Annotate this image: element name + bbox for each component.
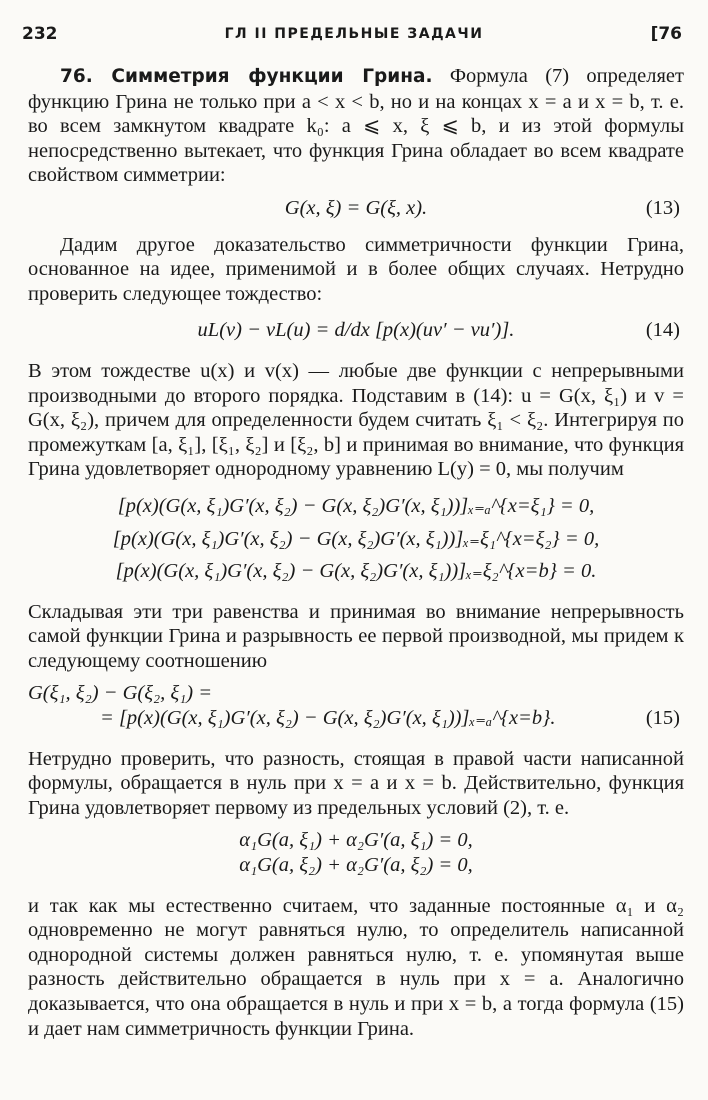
paragraph-1 xyxy=(28,64,684,188)
equation-14-formula: uL(v) − vL(u) = d/dx [p(x)(uv′ − vu′)]. xyxy=(197,319,515,342)
paragraph-4: Складывая эти три равенства и принимая во внимание непрерывность самой функции Грина и разрывность ее первой производной, мы придем к следующему соотношению xyxy=(28,600,684,672)
equation-13-formula: G(x, ξ) = G(ξ, x). xyxy=(284,196,428,219)
equation-13 xyxy=(28,196,684,221)
equation-group-a-2: [p(x)(G(x, ξ₁)G′(x, ξ₂) − G(x, ξ₂)G′(x, ξ₁))]ₓ₌ξ₁^{x=ξ₂} = 0, xyxy=(112,527,600,550)
paragraph-1-text: Формула (7) определяет функцию Грина не только при a < x < b, но и на концах x = a и x = b, т. е. во всем замкнутом квадрате k₀: a ⩽ x, ξ ⩽ b, и из этой формулы непосредственно вытекает, что функция Грина обладает во всем квадрате свойством симметрии: xyxy=(28,65,684,187)
equation-14-label: (14) xyxy=(645,319,680,342)
equation-group-b-1: α₁G(a, ξ₁) + α₂G′(a, ξ₁) = 0, xyxy=(239,829,473,852)
equation-group-a-3: [p(x)(G(x, ξ₁)G′(x, ξ₂) − G(x, ξ₂)G′(x, ξ₁))]ₓ₌ξ₂^{x=b} = 0. xyxy=(115,560,597,583)
equation-15-formula: = [p(x)(G(x, ξ₁)G′(x, ξ₂) − G(x, ξ₂)G′(x, ξ₁))]ₓ₌ₐ^{x=b}. xyxy=(100,707,556,730)
equation-13-label: (13) xyxy=(645,196,680,219)
equation-15-line-2 xyxy=(100,706,684,731)
equation-group-a-1: [p(x)(G(x, ξ₁)G′(x, ξ₂) − G(x, ξ₂)G′(x, ξ₁))]ₓ₌ₐ^{x=ξ₁} = 0, xyxy=(117,494,595,517)
running-title: ГЛ II ПРЕДЕЛЬНЫЕ ЗАДАЧИ xyxy=(224,26,484,42)
paragraph-3: В этом тождестве u(x) и v(x) — любые две функции с непрерывными производными до второго порядка. Подставим в (14): u = G(x, ξ₁) и v = G(x, ξ₂), причем для определенности будем считать ξ₁ < ξ₂. Интегрируя по промежуткам [a, ξ₁], [ξ₁, ξ₂] и [ξ₂, b] и принимая во внимание, что функция Грина удовлетворяет однородному уравнению L(y) = 0, мы получим xyxy=(28,359,684,481)
equation-15-line-1: G(ξ₁, ξ₂) − G(ξ₂, ξ₁) = xyxy=(28,682,213,705)
equation-group-b-2: α₁G(a, ξ₂) + α₂G′(a, ξ₂) = 0, xyxy=(239,854,473,877)
paragraph-5: Нетрудно проверить, что разность, стоящая в правой части написанной формулы, обращается в нуль при x = a и x = b. Действительно, функция Грина удовлетворяет первому из предельных условий (2), т. е. xyxy=(28,747,684,819)
page-body xyxy=(28,64,684,1041)
equation-15-label: (15) xyxy=(645,707,680,730)
page-number: 232 xyxy=(22,24,58,44)
section-number: [76 xyxy=(650,24,682,44)
page-header xyxy=(0,22,708,46)
paragraph-2: Дадим другое доказательство симметричности функции Грина, основанное на идее, применимой и в более общих случаях. Нетрудно проверить следующее тождество: xyxy=(28,233,684,305)
equation-14 xyxy=(28,318,684,343)
section-title: 76. Симметрия функции Грина. xyxy=(60,66,433,87)
paragraph-6: и так как мы естественно считаем, что заданные постоянные α₁ и α₂ одновременно не могут равняться нулю, то определитель написанной однородной системы должен равняться нулю, т. е. упомянутая выше разность действительно обращается в нуль при x = a. Аналогично доказывается, что она обращается в нуль и при x = b, а тогда формула (15) и дает нам симметричность функции Грина. xyxy=(28,894,684,1040)
